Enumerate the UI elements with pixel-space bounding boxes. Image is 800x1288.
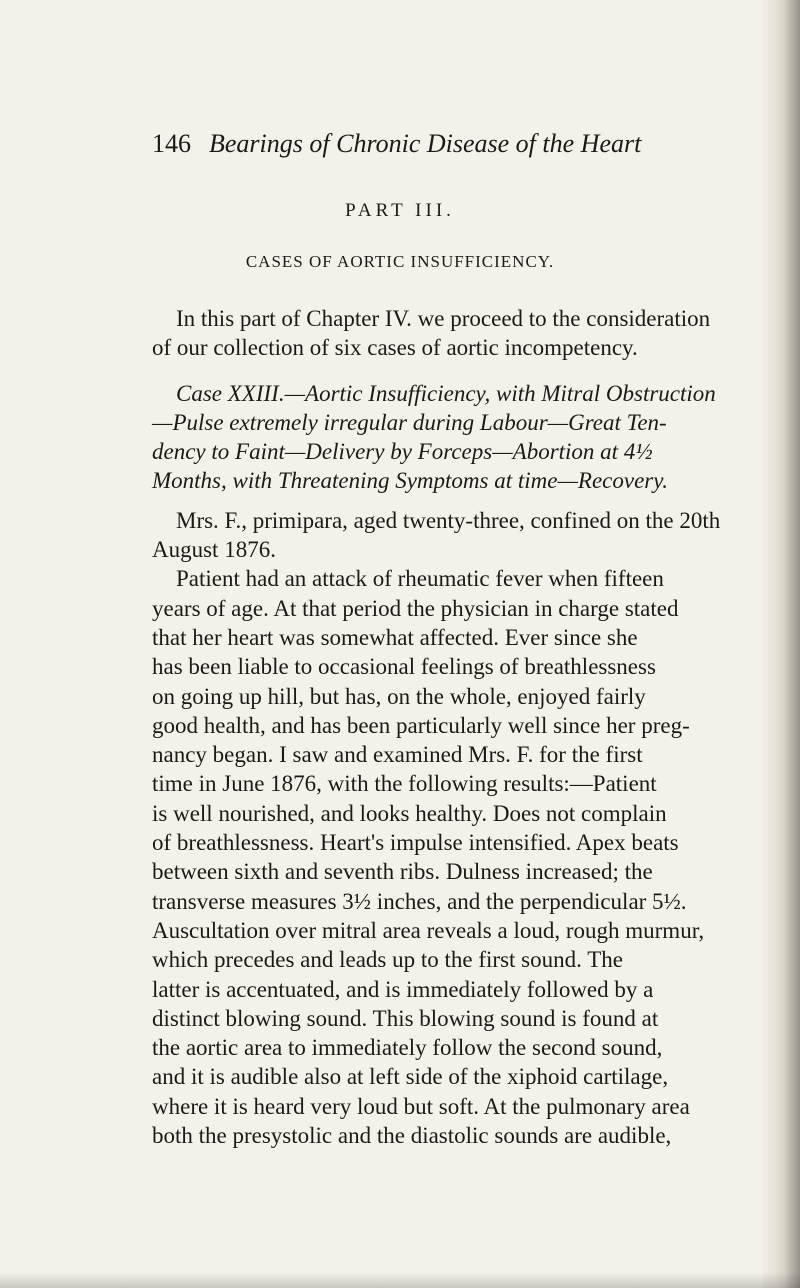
intro-line: of our collection of six cases of aortic incompetency.: [152, 335, 638, 361]
paragraph-line: has been liable to occasional feelings of breathlessness: [152, 654, 656, 680]
paragraph-line: which precedes and leads up to the first sound. The: [152, 947, 623, 973]
case-heading-line: Case XXIII.—Aortic Insufficiency, with Mitral Obstruction: [176, 380, 716, 406]
paragraph-line: of breathlessness. Heart's impulse intensified. Apex beats: [152, 830, 679, 856]
paragraph-line: both the presystolic and the diastolic sounds are audible,: [152, 1123, 672, 1149]
body-text: [152, 304, 762, 1150]
paragraph-line: and it is audible also at left side of the xiphoid cartilage,: [152, 1064, 669, 1090]
paragraph-line: Auscultation over mitral area reveals a loud, rough murmur,: [152, 917, 705, 943]
page-number: 146: [152, 129, 191, 158]
section-heading: CASES OF AORTIC INSUFFICIENCY.: [245, 252, 555, 271]
running-header: [152, 128, 752, 160]
paragraph-line: latter is accentuated, and is immediately followed by a: [152, 976, 654, 1002]
paragraph-line: that her heart was somewhat affected. Ever since she: [152, 624, 638, 650]
paragraph-line: on going up hill, but has, on the whole, enjoyed fairly: [152, 683, 646, 709]
case-heading-line: —Pulse extremely irregular during Labour—Great Ten-: [152, 409, 667, 435]
paragraph-line: years of age. At that period the physician in charge stated: [152, 595, 679, 621]
paragraph-line: nancy began. I saw and examined Mrs. F. for the first: [152, 742, 643, 768]
paragraph-line: time in June 1876, with the following results:—Patient: [152, 771, 657, 797]
paragraph-line: Mrs. F., primipara, aged twenty-three, confined on the 20th: [176, 507, 721, 533]
case-heading-line: dency to Faint—Delivery by Forceps—Abortion at 4½: [152, 439, 653, 465]
paragraph-line: good health, and has been particularly well since her preg-: [152, 712, 690, 738]
paragraph-line: where it is heard very loud but soft. At the pulmonary area: [152, 1093, 690, 1119]
part-heading: PART III.: [345, 200, 455, 221]
spacer: [152, 363, 762, 379]
paragraph-line: between sixth and seventh ribs. Dulness increased; the: [152, 859, 653, 885]
case-heading-line: Months, with Threatening Symptoms at time—Recovery.: [152, 468, 668, 494]
binding-shadow: [784, 0, 800, 1288]
paragraph-line: Patient had an attack of rheumatic fever when fifteen: [176, 566, 664, 592]
intro-line: In this part of Chapter IV. we proceed to the consideration: [176, 306, 711, 331]
paragraph-line: transverse measures 3½ inches, and the perpendicular 5½.: [152, 888, 687, 914]
paragraph-line: the aortic area to immediately follow the second sound,: [152, 1035, 663, 1061]
running-title: Bearings of Chronic Disease of the Heart: [209, 129, 642, 158]
paragraph-line: is well nourished, and looks healthy. Does not complain: [152, 800, 667, 826]
paragraph-line: August 1876.: [152, 537, 276, 563]
spacer: [152, 496, 762, 506]
bottom-shadow: [0, 1272, 800, 1288]
paragraph-line: distinct blowing sound. This blowing sound is found at: [152, 1005, 659, 1031]
